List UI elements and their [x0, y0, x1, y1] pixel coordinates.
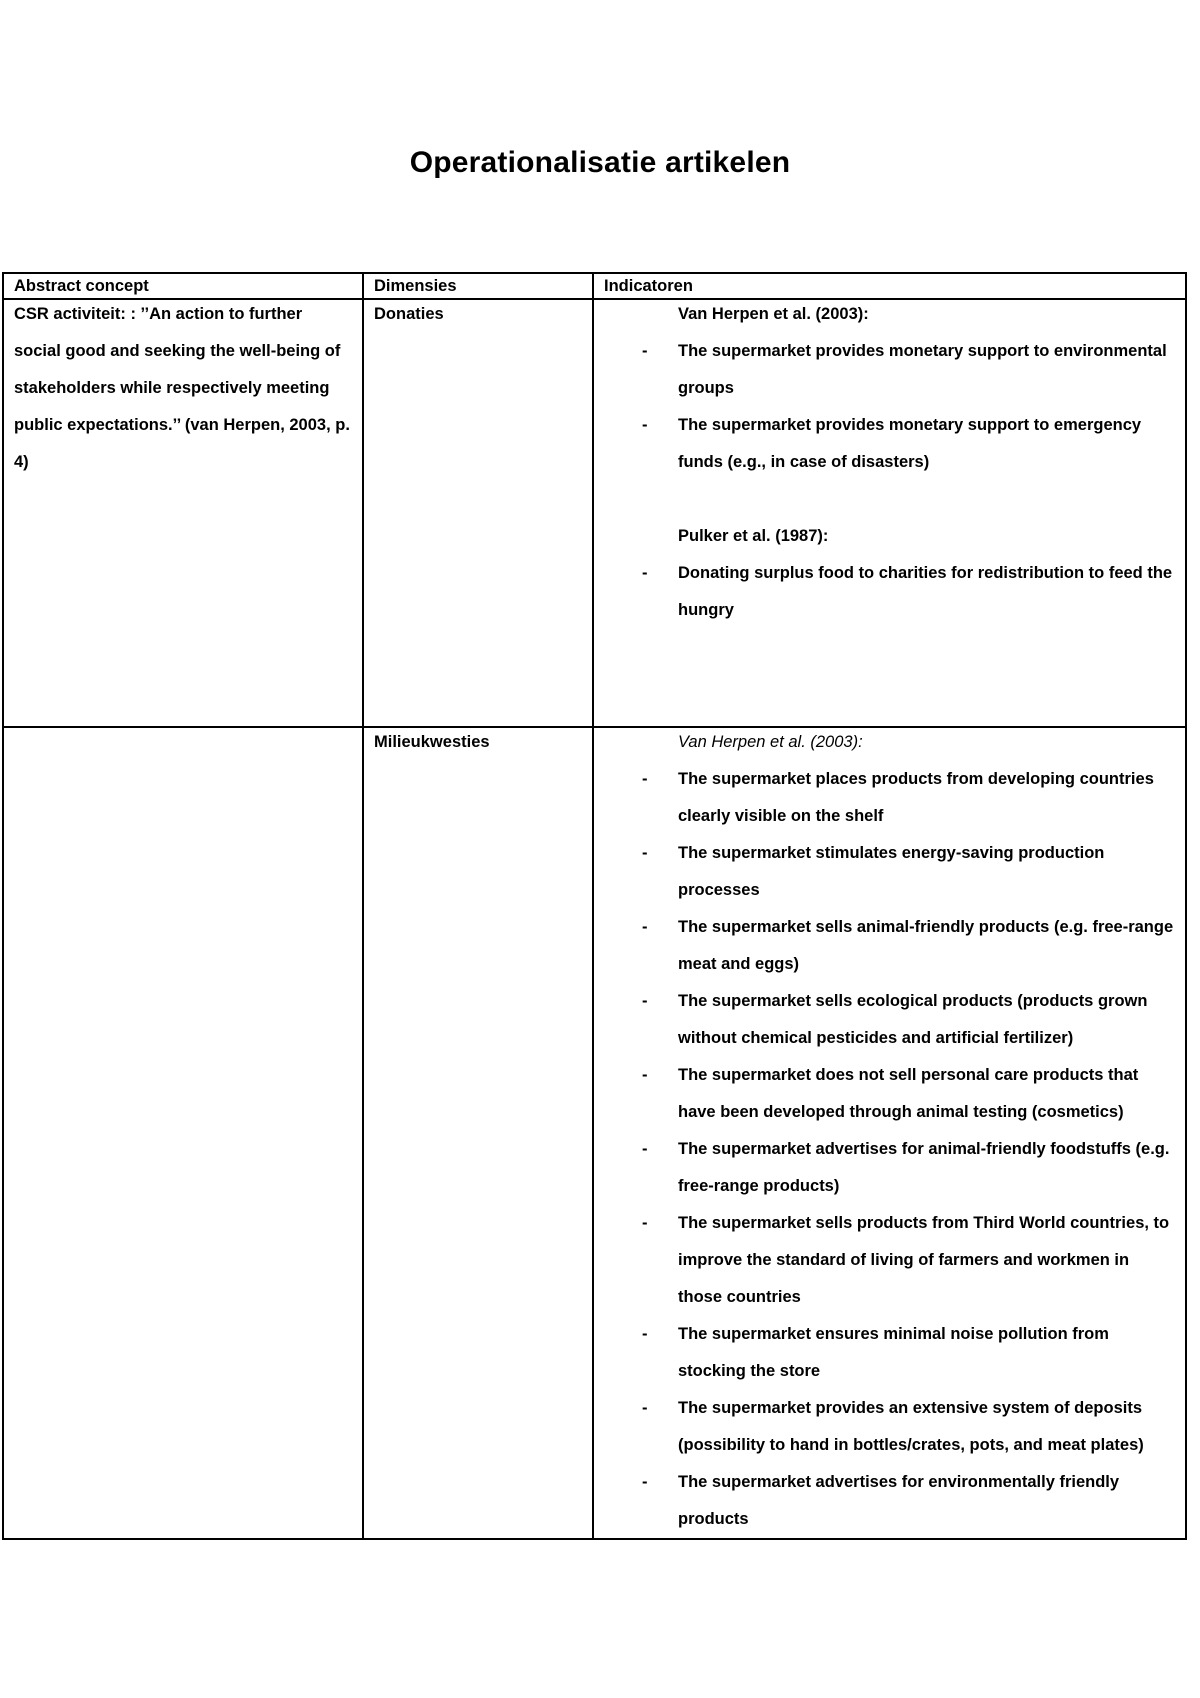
- concept-cell-empty: [3, 727, 363, 1539]
- list-item: - The supermarket provides an extensive system of deposits (possibility to hand in bottles/crates, pots, and meat plates): [642, 1399, 1144, 1454]
- source-citation: Van Herpen et al. (2003):: [678, 305, 869, 323]
- page-title: Operationalisatie artikelen: [409, 146, 791, 179]
- table-row: [3, 299, 1186, 727]
- indicator-cell: [593, 299, 1186, 727]
- concept-cell: [3, 299, 363, 727]
- header-abstract-concept: Abstract concept: [3, 273, 363, 299]
- indicator-cell: [593, 727, 1186, 1539]
- dimension-cell: [363, 727, 593, 1539]
- list-item: - The supermarket advertises for animal-friendly foodstuffs (e.g. free-range products): [642, 1140, 1170, 1195]
- list-item: - The supermarket stimulates energy-saving production processes: [642, 844, 1105, 899]
- list-item: - The supermarket advertises for environmentally friendly products: [642, 1473, 1120, 1528]
- list-item: - The supermarket sells ecological products (products grown without chemical pesticides and artificial fertilizer): [642, 992, 1148, 1047]
- dimension-label: Milieukwesties: [374, 733, 490, 751]
- concept-definition: CSR activiteit: : ’’An action to further social good and seeking the well-being of stakeholders while respectively meeting public expectations.’’ (van Herpen, 2003, p. 4): [14, 305, 350, 471]
- header-indicatoren: Indicatoren: [593, 273, 1186, 299]
- source-citation: Van Herpen et al. (2003):: [678, 733, 863, 751]
- list-item: - The supermarket sells animal-friendly products (e.g. free-range meat and eggs): [642, 918, 1174, 973]
- list-item: - The supermarket ensures minimal noise pollution from stocking the store: [642, 1325, 1109, 1380]
- list-item: - The supermarket provides monetary support to emergency funds (e.g., in case of disasters): [642, 416, 1142, 471]
- source-citation: Pulker et al. (1987):: [678, 527, 829, 545]
- list-item: - Donating surplus food to charities for redistribution to feed the hungry: [642, 564, 1173, 619]
- operationalisation-table: [2, 272, 1187, 1540]
- dimension-label: Donaties: [374, 305, 444, 323]
- list-item: - The supermarket sells products from Third World countries, to improve the standard of living of farmers and workmen in those countries: [642, 1214, 1170, 1306]
- table-row: [3, 727, 1186, 1539]
- list-item: - The supermarket does not sell personal care products that have been developed through animal testing (cosmetics): [642, 1066, 1139, 1121]
- dimension-cell: [363, 299, 593, 727]
- list-item: - The supermarket provides monetary support to environmental groups: [642, 342, 1167, 397]
- list-item: - The supermarket places products from developing countries clearly visible on the shelf: [642, 770, 1154, 825]
- header-dimensies: Dimensies: [363, 273, 593, 299]
